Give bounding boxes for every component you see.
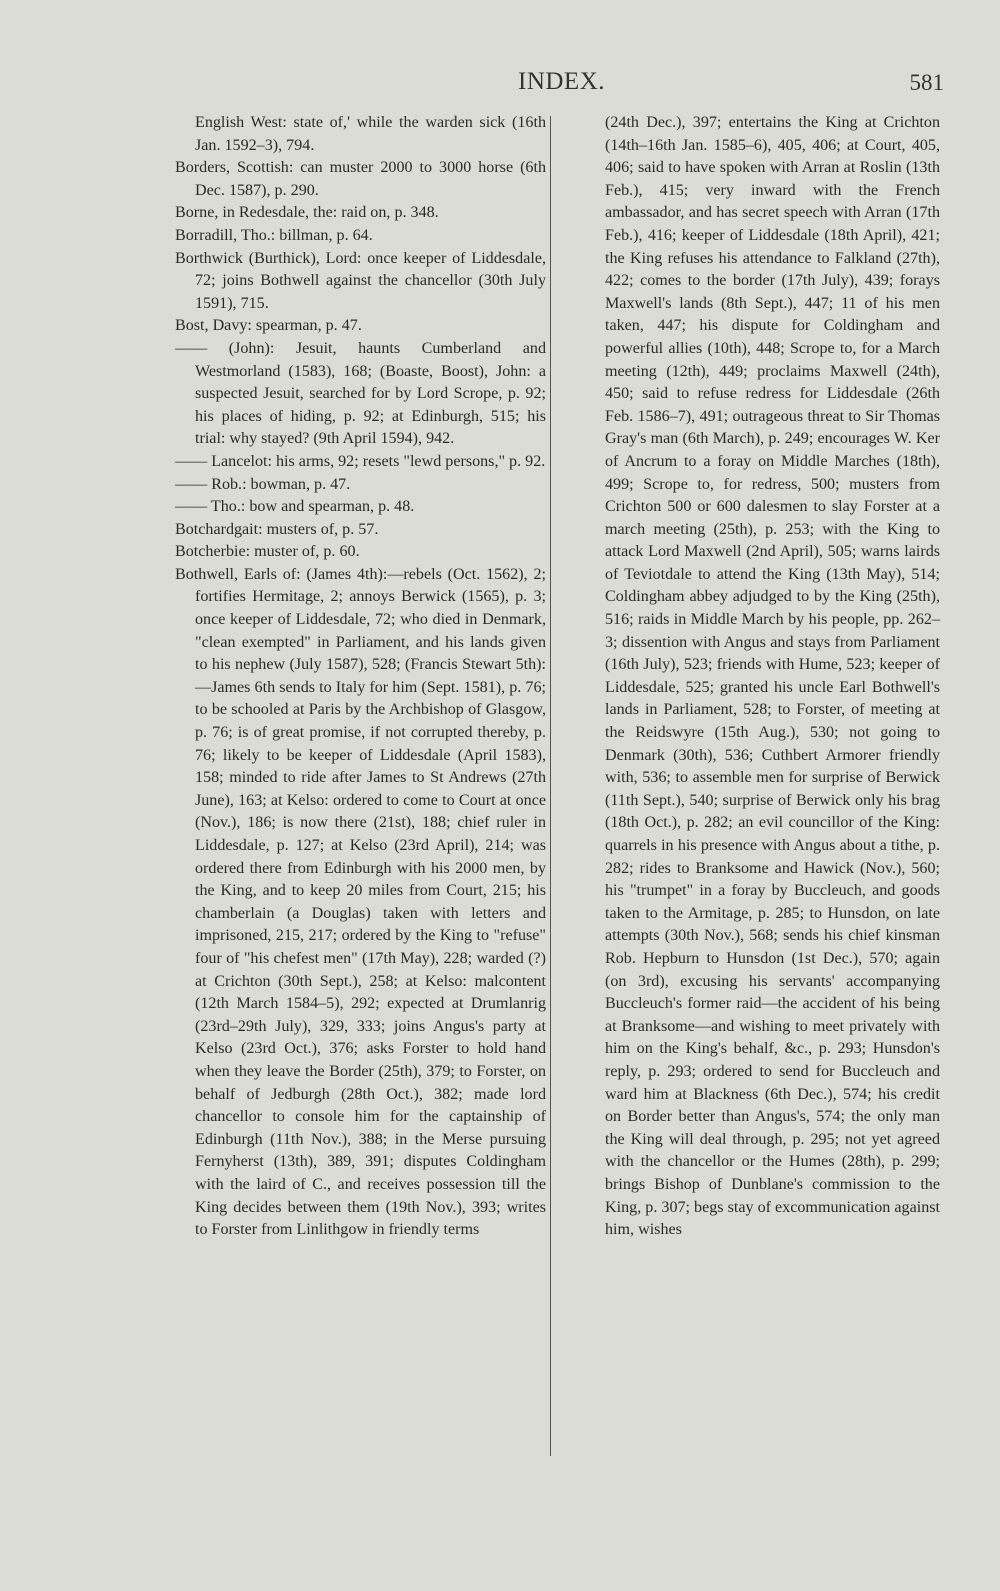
right-column	[585, 112, 940, 1242]
index-entry: —— Tho.: bow and spearman, p. 48.	[175, 498, 415, 516]
index-entry: —— (John): Jesuit, haunts Cumberland and Westmorland (1583), 168; (Boaste, Boost), John: a suspected Jesuit, searched for by Lord Scrope, p. 92; his places of hiding, p. 92; at Edinburgh, 515; his trial: why stayed? (9th April 1594), 942.	[175, 339, 546, 448]
index-entry: Bothwell, Earls of: (James 4th):—rebels (Oct. 1562), 2; fortifies Hermitage, 2; annoys Berwick (1565), p. 3; once keeper of Liddesdale, 72; who died in Denmark, "clean exempted" in Parliament, and his lands given to his nephew (July 1587), 528; (Francis Stewart 5th):—James 6th sends to Italy for him (Sept. 1581), p. 76; to be schooled at Paris by the Archbishop of Glasgow, p. 76; is of great promise, if not corrupted thereby, p. 76; likely to be keeper of Liddesdale (April 1583), 158; minded to ride after James to St Andrews (27th June), 163; at Kelso: ordered to come to Court at once (Nov.), 186; is now there (21st), 188; chief ruler in Liddesdale, p. 127; at Kelso (23rd April), 214; was ordered there from Edinburgh with his 2000 men, by the King, and to keep 20 miles from Court, 215; his chamberlain (a Douglas) taken with letters and imprisoned, 215, 217; ordered by the King to "refuse" four of "his chefest men" (17th May), 228; warded (?) at Crichton (30th Sept.), 258; at Kelso: malcontent (12th March 1584–5), 292; expected at Drumlanrig (23rd–29th July), 329, 333; joins Angus's party at Kelso (23rd Oct.), 376; asks Forster to hold hand when they leave the Border (25th), 379; to Forster, on behalf of Jedburgh (28th Oct.), 382; made lord chancellor to console him for the captainship of Edinburgh (11th Nov.), 388; in the Merse pursuing Fernyherst (13th), 389, 391; disputes Coldingham with the laird of C., and receives possession till the King decides between them (19th Nov.), 393; writes to Forster from Linlithgow in friendly terms	[175, 565, 546, 1239]
index-entry: Borne, in Redesdale, the: raid on, p. 348.	[175, 204, 439, 222]
index-entry: Borthwick (Burthick), Lord: once keeper of Liddesdale, 72; joins Bothwell against the chancellor (30th July 1591), 715.	[175, 249, 546, 312]
page-header	[0, 64, 1000, 104]
running-title: INDEX.	[518, 68, 606, 95]
index-entry: (24th Dec.), 397; entertains the King at Crichton (14th–16th Jan. 1585–6), 405, 406; at Court, 405, 406; said to have spoken with Arran at Roslin (13th Feb.), 415; very inward with the French ambassador, and has secret speech with Arran (17th Feb.), 416; keeper of Liddesdale (18th April), 421; the King refuses his attendance to Falkland (27th), 422; comes to the border (17th July), 439; forays Maxwell's lands (8th Sept.), 447; 11 of his men taken, 447; his dispute for Coldingham and powerful allies (10th), 448; Scrope to, for a March meeting (12th), 449; proclaims Maxwell (24th), 450; said to refuse redress for Liddesdale (26th Feb. 1586–7), 491; outrageous threat to Sir Thomas Gray's man (6th March), p. 249; encourages W. Ker of Ancrum to a foray on Middle Marches (18th), 499; Scrope to, for redress, 500; musters from Crichton 500 or 600 dalesmen to slay Forster at a march meeting (25th), p. 253; with the King to attack Lord Maxwell (2nd April), 505; warns lairds of Teviotdale to attend the King (13th May), 514; Coldingham abbey adjudged to by the King (25th), 516; raids in Middle March by his people, pp. 262–3; dissention with Angus and stays from Parliament (16th July), 523; friends with Hume, 523; keeper of Liddesdale, 525; granted his uncle Earl Bothwell's lands in Parliament, 528; to Forster, of meeting at the Reidswyre (15th Aug.), 530; not going to Denmark (30th), 536; Cuthbert Armorer friendly with, 536; to assemble men for surprise of Berwick (11th Sept.), 540; surprise of Berwick only his brag (18th Oct.), p. 282; an evil councillor of the King: quarrels in his presence with Angus about a tithe, p. 282; rides to Branksome and Hawick (Nov.), 560; his "trumpet" in a foray by Buccleuch, and goods taken to the Armitage, p. 285; to Hunsdon, on late attempts (30th Nov.), 568; sends his chief kinsman Rob. Hepburn to Hunsdon (1st Dec.), 570; again (on 3rd), excusing his servants' accompanying Buccleuch's former raid—the accident of his being at Branksome—and wishing to meet privately with him on the King's behalf, &c., p. 293; Hunsdon's reply, p. 293; ordered to send for Buccleuch and ward him at Blackness (6th Dec.), 574; his credit on Border better than Angus's, 574; the only man the King will deal through, p. 295; not yet agreed with the chancellor or the Humes (28th), p. 299; brings Bishop of Dunblane's commission to the King, p. 307; begs stay of excommunication against him, wishes	[605, 114, 940, 1239]
left-column	[175, 112, 546, 1242]
page-number: 581	[909, 70, 944, 95]
index-entry: Botcherbie: muster of, p. 60.	[175, 543, 360, 561]
index-entry: Bost, Davy: spearman, p. 47.	[175, 317, 362, 335]
column-divider	[550, 116, 551, 1456]
index-entry: —— Rob.: bowman, p. 47.	[175, 475, 351, 493]
index-entry: —— Lancelot: his arms, 92; resets "lewd persons," p. 92.	[175, 452, 546, 470]
index-entry: Borradill, Tho.: billman, p. 64.	[175, 226, 373, 244]
index-entry: Botchardgait: musters of, p. 57.	[175, 520, 379, 538]
index-entry: English West: state of,' while the warden sick (16th Jan. 1592–3), 794.	[195, 114, 546, 154]
index-entry: Borders, Scottish: can muster 2000 to 3000 horse (6th Dec. 1587), p. 290.	[175, 159, 546, 199]
